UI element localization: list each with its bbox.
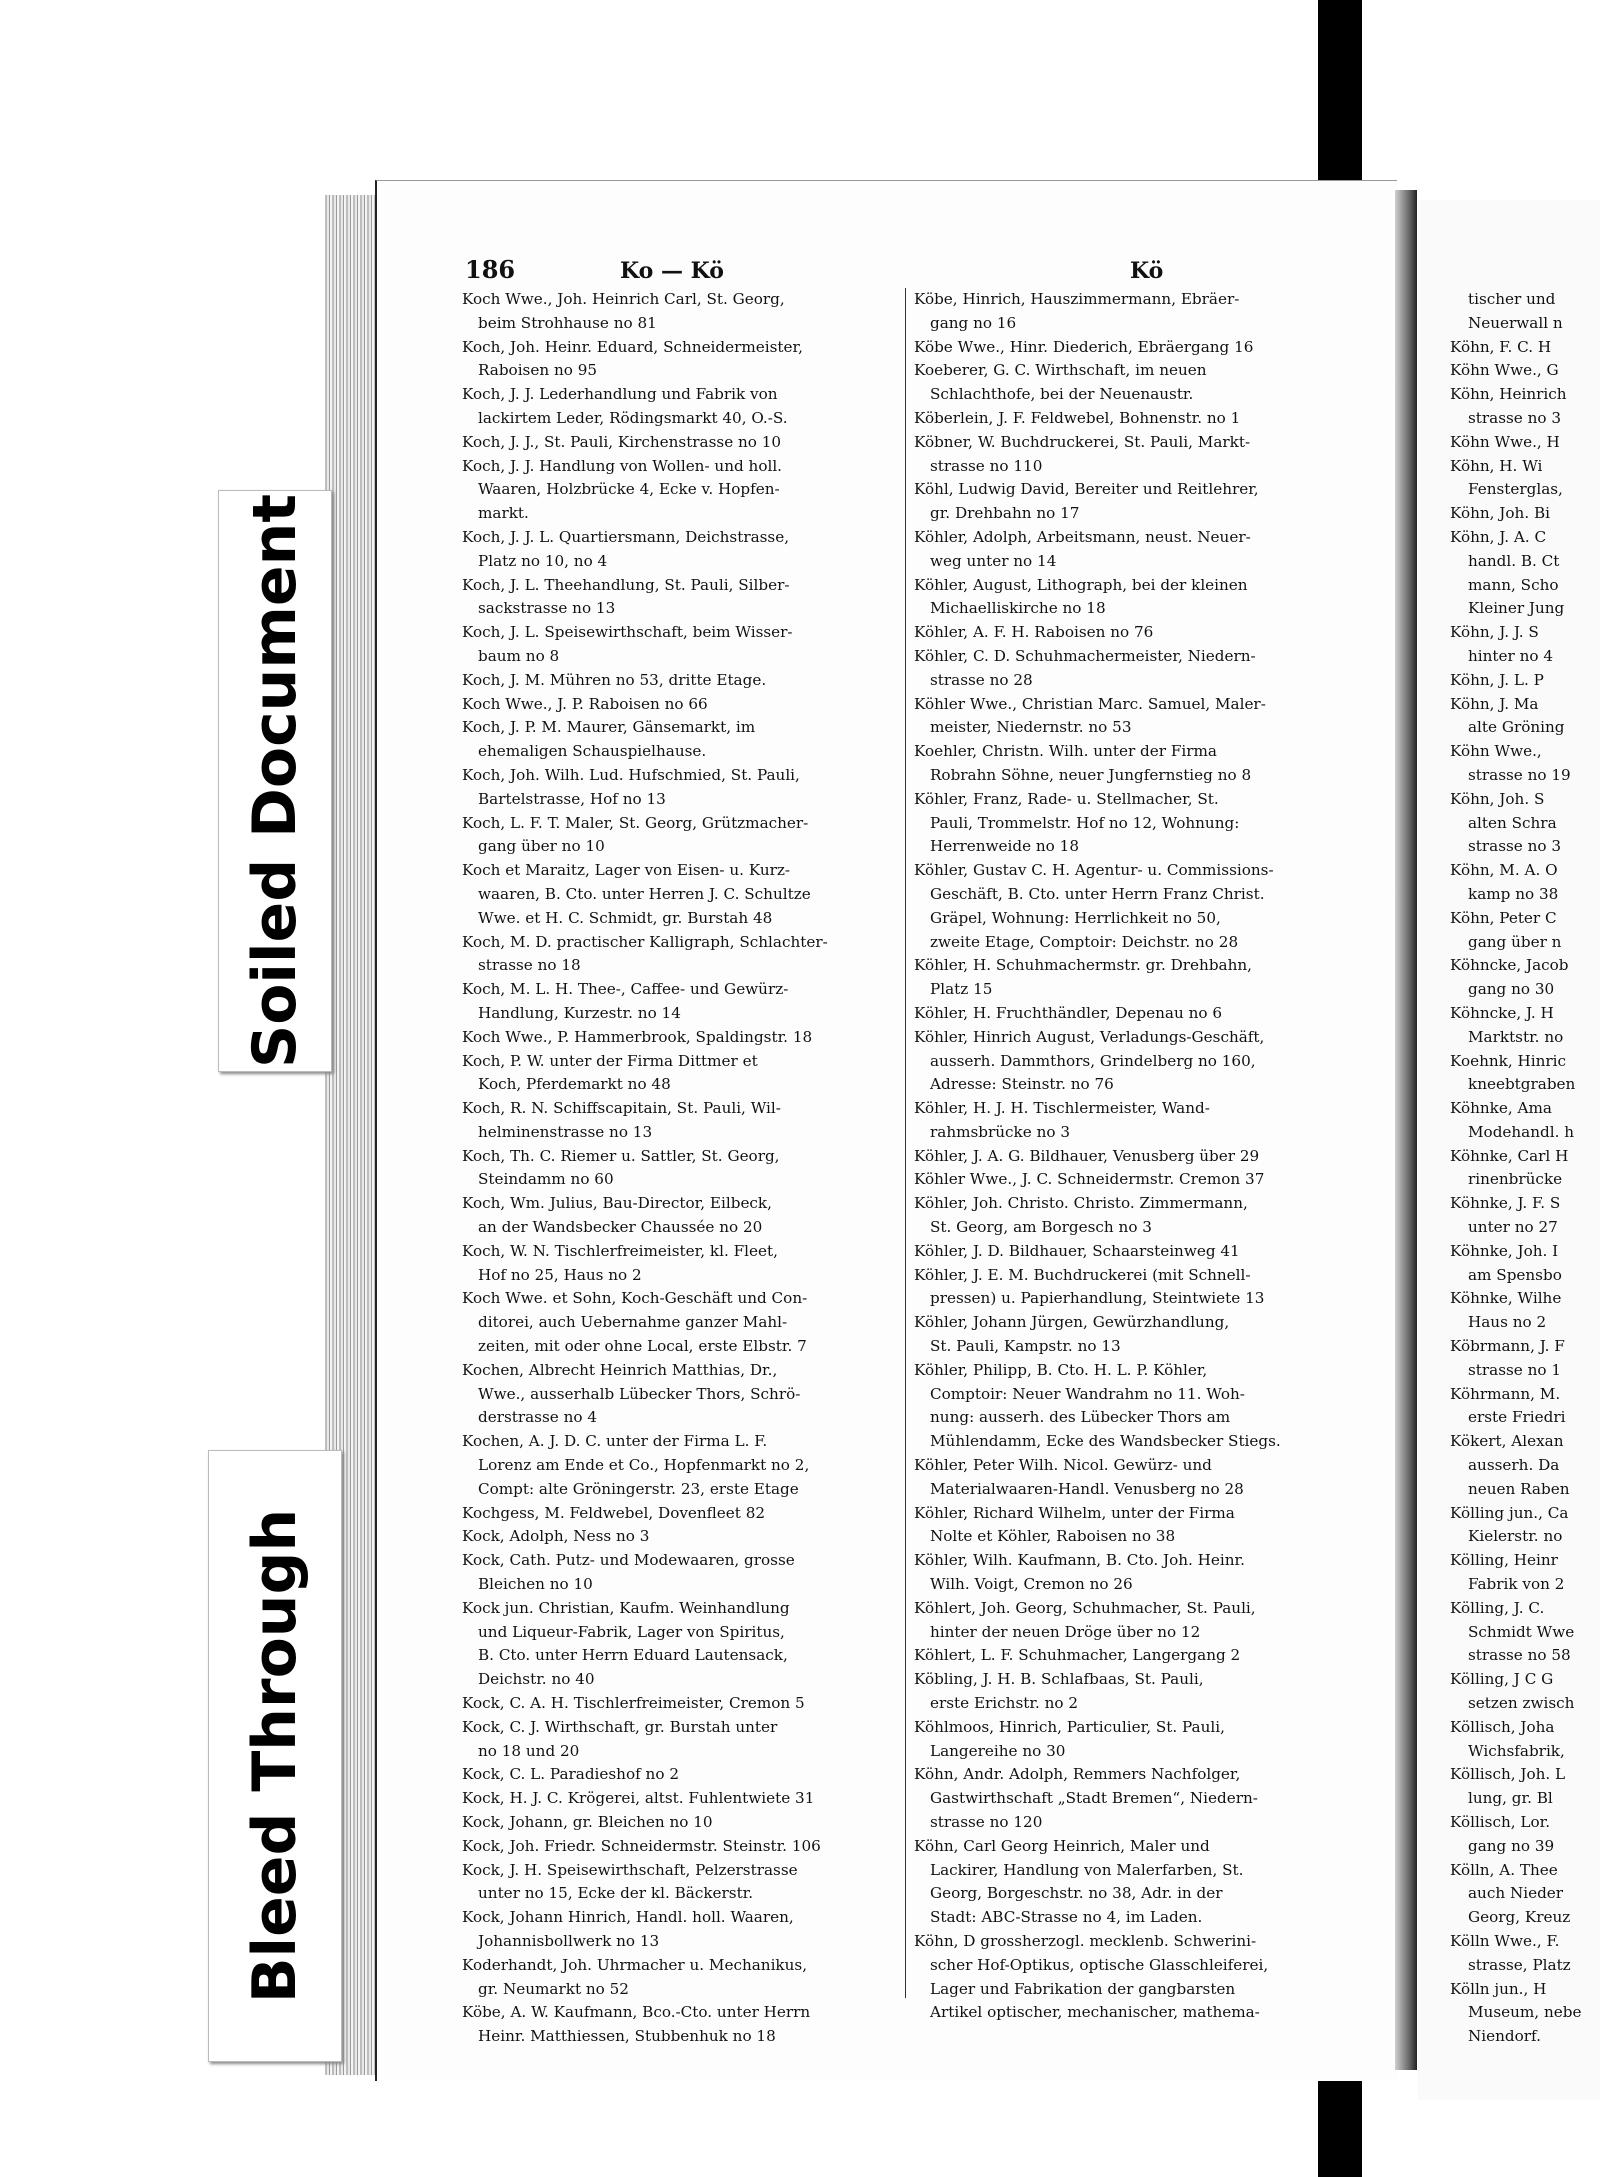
directory-line: waaren, B. Cto. unter Herren J. C. Schultze xyxy=(478,884,811,903)
directory-line: Raboisen no 95 xyxy=(478,361,598,380)
directory-line: Adresse: Steinstr. no 76 xyxy=(930,1075,1114,1094)
directory-line: gang no 16 xyxy=(930,313,1017,332)
left-column xyxy=(462,288,902,2049)
directory-line: Fabrik von 2 xyxy=(1468,1575,1565,1594)
directory-line: Köhler, C. D. Schuhmachermeister, Niedern- xyxy=(914,646,1256,665)
directory-line: Lackirer, Handlung von Malerfarben, St. xyxy=(930,1860,1244,1879)
directory-line: Nolte et Köhler, Raboisen no 38 xyxy=(930,1527,1176,1546)
directory-line: Kökert, Alexan xyxy=(1450,1432,1564,1451)
directory-line: Köhler, J. E. M. Buchdruckerei (mit Schnell- xyxy=(914,1265,1251,1284)
directory-line: Köberlein, J. F. Feldwebel, Bohnenstr. no 1 xyxy=(914,408,1241,427)
directory-line: gang über n xyxy=(1468,932,1562,951)
directory-line: zweite Etage, Comptoir: Deichstr. no 28 xyxy=(930,932,1239,951)
directory-line: Kochen, Albrecht Heinrich Matthias, Dr., xyxy=(462,1360,778,1379)
directory-line: Koch, L. F. T. Maler, St. Georg, Grützmacher- xyxy=(462,813,809,832)
directory-line: strasse no 3 xyxy=(1468,837,1562,856)
directory-line: Gräpel, Wohnung: Herrlichkeit no 50, xyxy=(930,908,1221,927)
directory-line: Köhlmoos, Hinrich, Particulier, St. Pauli, xyxy=(914,1717,1225,1736)
directory-line: scher Hof-Optikus, optische Glasschleiferei, xyxy=(930,1955,1269,1974)
directory-line: Kock jun. Christian, Kaufm. Weinhandlung xyxy=(462,1598,790,1617)
directory-line: Köhn Wwe., xyxy=(1450,742,1542,761)
directory-line: Köhler, H. Schuhmachermstr. gr. Drehbahn, xyxy=(914,956,1252,975)
directory-line: Koeberer, G. C. Wirthschaft, im neuen xyxy=(914,361,1207,380)
directory-line: rinenbrücke xyxy=(1468,1170,1563,1189)
directory-line: Koch, Joh. Wilh. Lud. Hufschmied, St. Pauli, xyxy=(462,765,800,784)
directory-line: Köhler, Johann Jürgen, Gewürzhandlung, xyxy=(914,1313,1230,1332)
directory-line: Haus no 2 xyxy=(1468,1313,1547,1332)
directory-line: Köhler, J. A. G. Bildhauer, Venusberg über 29 xyxy=(914,1146,1260,1165)
directory-line: Köbe, Hinrich, Hauszimmermann, Ebräer- xyxy=(914,290,1240,308)
directory-line: an der Wandsbecker Chaussée no 20 xyxy=(478,1218,763,1237)
directory-line: Köhn, H. Wi xyxy=(1450,456,1543,475)
directory-line: Köhn, J. J. S xyxy=(1450,623,1539,642)
directory-line: Langereihe no 30 xyxy=(930,1741,1066,1760)
directory-line: Köhncke, J. H xyxy=(1450,1003,1554,1022)
directory-line: Koch, Th. C. Riemer u. Sattler, St. Georg, xyxy=(462,1146,780,1165)
directory-line: zeiten, mit oder ohne Local, erste Elbstr. 7 xyxy=(478,1337,807,1356)
directory-line: Kock, C. L. Paradieshof no 2 xyxy=(462,1765,679,1784)
directory-line: Köhn, Carl Georg Heinrich, Maler und xyxy=(914,1836,1210,1855)
directory-line: Koehler, Christn. Wilh. unter der Firma xyxy=(914,742,1217,761)
directory-line: erste Friedri xyxy=(1468,1408,1566,1427)
directory-line: Handlung, Kurzestr. no 14 xyxy=(478,1003,681,1022)
directory-line: neuen Raben xyxy=(1468,1479,1570,1498)
directory-line: Köhler, A. F. H. Raboisen no 76 xyxy=(914,623,1154,642)
directory-line: Kölln Wwe., F. xyxy=(1450,1931,1560,1950)
directory-line: Köhn, Joh. Bi xyxy=(1450,504,1550,523)
directory-line: Kock, Cath. Putz- und Modewaaren, grosse xyxy=(462,1551,795,1570)
directory-line: Kock, Johann, gr. Bleichen no 10 xyxy=(462,1813,713,1831)
directory-line: Köhncke, Jacob xyxy=(1450,956,1569,975)
directory-line: Michaelliskirche no 18 xyxy=(930,599,1106,618)
directory-line: Koehnk, Hinric xyxy=(1450,1051,1566,1070)
directory-line: Niendorf. xyxy=(1468,2027,1541,2046)
directory-line: Köhlert, L. F. Schuhmacher, Langergang 2 xyxy=(914,1646,1241,1665)
directory-line: strasse no 18 xyxy=(478,956,581,975)
directory-line: Köhnke, Ama xyxy=(1450,1099,1552,1118)
directory-line: Kock, H. J. C. Krögerei, altst. Fuhlentwiete 31 xyxy=(462,1789,815,1808)
directory-line: Lager und Fabrikation der gangbarsten xyxy=(930,1979,1236,1998)
directory-line: gr. Neumarkt no 52 xyxy=(478,1979,629,1998)
page-number: 186 xyxy=(465,255,516,284)
directory-line: strasse no 1 xyxy=(1468,1360,1562,1379)
directory-line: Köhler, H. Fruchthändler, Depenau no 6 xyxy=(914,1003,1222,1022)
directory-line: Johannisbollwerk no 13 xyxy=(478,1931,660,1950)
directory-line: tischer und xyxy=(1468,290,1556,308)
directory-line: Koch Wwe. et Sohn, Koch-Geschäft und Con- xyxy=(462,1289,808,1308)
directory-line: Köhlert, Joh. Georg, Schuhmacher, St. Pauli, xyxy=(914,1598,1256,1617)
running-head-left: Ko — Kö xyxy=(620,258,724,284)
soiled-document-text: Soiled Document xyxy=(240,493,310,1069)
directory-line: strasse no 58 xyxy=(1468,1646,1571,1665)
directory-line: Kock, Joh. Friedr. Schneidermstr. Steinstr. 106 xyxy=(462,1836,821,1855)
directory-line: Wichsfabrik, xyxy=(1468,1741,1565,1760)
directory-line: Deichstr. no 40 xyxy=(478,1670,595,1689)
directory-line: erste Erichstr. no 2 xyxy=(930,1694,1079,1713)
directory-line: Wilh. Voigt, Cremon no 26 xyxy=(930,1575,1133,1594)
directory-line: Koch, J. M. Mühren no 53, dritte Etage. xyxy=(462,670,767,689)
directory-line: Kock, C. J. Wirthschaft, gr. Burstah unter xyxy=(462,1717,778,1736)
directory-line: Köhler, Joh. Christo. Christo. Zimmermann, xyxy=(914,1194,1248,1213)
directory-line: Koch, R. N. Schiffscapitain, St. Pauli, Wil- xyxy=(462,1099,781,1118)
directory-line: Koch Wwe., J. P. Raboisen no 66 xyxy=(462,694,708,713)
directory-line: Köllisch, Lor. xyxy=(1450,1813,1551,1831)
directory-line: Wwe. et H. C. Schmidt, gr. Burstah 48 xyxy=(478,908,773,927)
directory-line: Köhnke, J. F. S xyxy=(1450,1194,1561,1213)
directory-line: Robrahn Söhne, neuer Jungfernstieg no 8 xyxy=(930,765,1252,784)
directory-line: Pauli, Trommelstr. Hof no 12, Wohnung: xyxy=(930,813,1240,832)
directory-line: Koch, Pferdemarkt no 48 xyxy=(478,1075,671,1094)
directory-line: Waaren, Holzbrücke 4, Ecke v. Hopfen- xyxy=(478,480,780,499)
directory-line: Köhler, H. J. H. Tischlermeister, Wand- xyxy=(914,1099,1210,1118)
directory-line: Koch et Maraitz, Lager von Eisen- u. Kurz- xyxy=(462,861,791,880)
directory-line: lackirtem Leder, Rödingsmarkt 40, O.-S. xyxy=(478,408,788,427)
directory-line: Marktstr. no xyxy=(1468,1027,1564,1046)
directory-line: Köhn, Peter C xyxy=(1450,908,1557,927)
directory-line: lung, gr. Bl xyxy=(1468,1789,1553,1808)
directory-line: Kielerstr. no xyxy=(1468,1527,1563,1546)
directory-line: Neuerwall n xyxy=(1468,313,1563,332)
directory-line: Lorenz am Ende et Co., Hopfenmarkt no 2, xyxy=(478,1456,810,1475)
directory-line: strasse no 28 xyxy=(930,670,1033,689)
directory-line: Koch, J. L. Theehandlung, St. Pauli, Silber- xyxy=(462,575,790,594)
directory-line: Koch, M. D. practischer Kalligraph, Schlachter- xyxy=(462,932,828,951)
directory-line: Koch, M. L. H. Thee-, Caffee- und Gewürz- xyxy=(462,980,789,999)
directory-line: Köhn, Andr. Adolph, Remmers Nachfolger, xyxy=(914,1765,1241,1784)
directory-line: strasse no 19 xyxy=(1468,765,1571,784)
column-divider xyxy=(905,288,906,1998)
directory-line: und Liqueur-Fabrik, Lager von Spiritus, xyxy=(478,1622,785,1641)
background-gap xyxy=(1362,0,1422,170)
directory-line: Museum, nebe xyxy=(1468,2003,1582,2022)
directory-line: Steindamm no 60 xyxy=(478,1170,614,1189)
directory-line: Köhn, M. A. O xyxy=(1450,861,1558,880)
bleed-through-label xyxy=(208,1450,342,2062)
directory-line: kamp no 38 xyxy=(1468,884,1559,903)
directory-line: mann, Scho xyxy=(1468,575,1559,594)
directory-line: Kochen, A. J. D. C. unter der Firma L. F. xyxy=(462,1432,768,1451)
directory-line: ehemaligen Schauspielhause. xyxy=(478,742,707,761)
directory-line: Koch, Joh. Heinr. Eduard, Schneidermeister, xyxy=(462,337,803,356)
directory-line: Koch, P. W. unter der Firma Dittmer et xyxy=(462,1051,758,1070)
directory-line: nung: ausserh. des Lübecker Thors am xyxy=(930,1408,1231,1427)
directory-line: St. Pauli, Kampstr. no 13 xyxy=(930,1337,1121,1356)
directory-line: Köbe Wwe., Hinr. Diederich, Ebräergang 16 xyxy=(914,337,1254,356)
directory-line: Köhnke, Joh. I xyxy=(1450,1241,1559,1260)
directory-line: Heinr. Matthiessen, Stubbenhuk no 18 xyxy=(478,2027,776,2046)
directory-line: strasse no 110 xyxy=(930,456,1043,475)
directory-line: strasse no 120 xyxy=(930,1813,1043,1831)
directory-line: derstrasse no 4 xyxy=(478,1408,598,1427)
directory-line: kneebtgraben xyxy=(1468,1075,1576,1094)
directory-line: Koch Wwe., P. Hammerbrook, Spaldingstr. 18 xyxy=(462,1027,813,1046)
directory-line: rahmsbrücke no 3 xyxy=(930,1122,1070,1141)
directory-line: Wwe., ausserhalb Lübecker Thors, Schrö- xyxy=(478,1384,801,1403)
directory-line: Mühlendamm, Ecke des Wandsbecker Stiegs. xyxy=(930,1432,1281,1451)
directory-line: Platz 15 xyxy=(930,980,993,999)
directory-line: Köbner, W. Buchdruckerei, St. Pauli, Markt- xyxy=(914,432,1251,451)
directory-line: Koch, J. L. Speisewirthschaft, beim Wisser- xyxy=(462,623,793,642)
directory-line: Kock, J. H. Speisewirthschaft, Pelzerstrasse xyxy=(462,1860,798,1879)
directory-line: alten Schra xyxy=(1468,813,1557,832)
directory-line: Köhler, Gustav C. H. Agentur- u. Commissions- xyxy=(914,861,1274,880)
directory-line: weg unter no 14 xyxy=(930,551,1057,570)
directory-line: Bartelstrasse, Hof no 13 xyxy=(478,789,666,808)
directory-line: beim Strohhause no 81 xyxy=(478,313,657,332)
directory-line: Kölln jun., H xyxy=(1450,1979,1547,1998)
directory-line: Kölln, A. Thee xyxy=(1450,1860,1558,1879)
soiled-document-label xyxy=(218,490,332,1072)
directory-line: Köhler, Franz, Rade- u. Stellmacher, St. xyxy=(914,789,1219,808)
directory-line: Köhler, Hinrich August, Verladungs-Geschäft, xyxy=(914,1027,1265,1046)
directory-line: unter no 27 xyxy=(1468,1218,1558,1237)
directory-line: markt. xyxy=(478,504,529,523)
directory-line: baum no 8 xyxy=(478,646,560,665)
directory-line: Kölling, J C G xyxy=(1450,1670,1554,1689)
directory-line: Bleichen no 10 xyxy=(478,1575,593,1594)
directory-line: Koch, J. J. Handlung von Wollen- und holl. xyxy=(462,456,783,475)
directory-line: hinter no 4 xyxy=(1468,646,1554,665)
directory-line: Compt: alte Gröningerstr. 23, erste Etage xyxy=(478,1479,799,1498)
directory-line: Kock, Johann Hinrich, Handl. holl. Waaren, xyxy=(462,1908,794,1927)
directory-line: Kölling jun., Ca xyxy=(1450,1503,1569,1522)
directory-line: no 18 und 20 xyxy=(478,1741,580,1760)
directory-line: Kölling, Heinr xyxy=(1450,1551,1558,1570)
directory-line: Koch, Wm. Julius, Bau-Director, Eilbeck, xyxy=(462,1194,772,1213)
directory-line: Köbling, J. H. B. Schlafbaas, St. Pauli, xyxy=(914,1670,1204,1689)
directory-line: Köllisch, Joha xyxy=(1450,1717,1555,1736)
directory-line: helminenstrasse no 13 xyxy=(478,1122,653,1141)
directory-line: Kochgess, M. Feldwebel, Dovenfleet 82 xyxy=(462,1503,766,1522)
directory-line: Comptoir: Neuer Wandrahm no 11. Woh- xyxy=(930,1384,1245,1403)
directory-line: Köhler, Richard Wilhelm, unter der Firma xyxy=(914,1503,1235,1522)
directory-line: Köhn, J. A. C xyxy=(1450,527,1547,546)
directory-line: ausserh. Dammthors, Grindelberg no 160, xyxy=(930,1051,1256,1070)
directory-line: ditorei, auch Uebernahme ganzer Mahl- xyxy=(478,1313,788,1332)
directory-line: Köhn, F. C. H xyxy=(1450,337,1552,356)
directory-line: Köbe, A. W. Kaufmann, Bco.-Cto. unter Herrn xyxy=(462,2003,811,2022)
directory-line: Köllisch, Joh. L xyxy=(1450,1765,1566,1784)
directory-line: gang no 39 xyxy=(1468,1836,1555,1855)
directory-line: Kock, C. A. H. Tischlerfreimeister, Cremon 5 xyxy=(462,1694,805,1713)
directory-line: Stadt: ABC-Strasse no 4, im Laden. xyxy=(930,1908,1203,1927)
directory-line: Koch, J. J. Lederhandlung und Fabrik von xyxy=(462,385,778,404)
directory-line: Köbrmann, J. F xyxy=(1450,1337,1565,1356)
directory-line: Gastwirthschaft „Stadt Bremen“, Niedern- xyxy=(930,1789,1258,1808)
running-head-right: Kö xyxy=(1130,258,1164,284)
directory-line: Modehandl. h xyxy=(1468,1122,1575,1141)
directory-line: unter no 15, Ecke der kl. Bäckerstr. xyxy=(478,1884,754,1903)
directory-line: Köhn, Heinrich xyxy=(1450,385,1567,404)
directory-line: auch Nieder xyxy=(1468,1884,1564,1903)
directory-line: strasse no 3 xyxy=(1468,408,1562,427)
directory-line: Koch Wwe., Joh. Heinrich Carl, St. Georg, xyxy=(462,290,785,308)
right-column xyxy=(914,288,1354,2025)
facing-page-text xyxy=(1450,288,1600,2049)
directory-line: Fensterglas, xyxy=(1468,480,1563,499)
bleed-through-text: Bleed Through xyxy=(240,1508,310,2004)
directory-line: Köhler, Peter Wilh. Nicol. Gewürz- und xyxy=(914,1456,1212,1475)
directory-line: Georg, Borgeschstr. no 38, Adr. in der xyxy=(930,1884,1223,1903)
directory-line: Platz no 10, no 4 xyxy=(478,551,608,570)
directory-line: B. Cto. unter Herrn Eduard Lautensack, xyxy=(478,1646,788,1665)
directory-line: Köhler, August, Lithograph, bei der kleinen xyxy=(914,575,1248,594)
directory-line: meister, Niedernstr. no 53 xyxy=(930,718,1132,737)
directory-line: Schlachthofe, bei der Neuenaustr. xyxy=(930,385,1194,404)
directory-line: Kölling, J. C. xyxy=(1450,1598,1545,1617)
directory-line: Köhl, Ludwig David, Bereiter und Reitlehrer, xyxy=(914,480,1259,499)
book-gutter xyxy=(1395,190,1417,2070)
directory-line: Koderhandt, Joh. Uhrmacher u. Mechanikus, xyxy=(462,1955,808,1974)
directory-line: Köhler Wwe., Christian Marc. Samuel, Maler- xyxy=(914,694,1266,713)
directory-line: gr. Drehbahn no 17 xyxy=(930,504,1080,523)
directory-line: Georg, Kreuz xyxy=(1468,1908,1571,1927)
directory-line: St. Georg, am Borgesch no 3 xyxy=(930,1218,1152,1237)
directory-line: Köhler, J. D. Bildhauer, Schaarsteinweg 41 xyxy=(914,1241,1240,1260)
directory-line: Schmidt Wwe xyxy=(1468,1622,1575,1641)
directory-line: strasse, Platz xyxy=(1468,1955,1571,1974)
directory-line: Köhrmann, M. xyxy=(1450,1384,1561,1403)
directory-line: Koch, W. N. Tischlerfreimeister, kl. Fleet, xyxy=(462,1241,778,1260)
directory-line: Köhler Wwe., J. C. Schneidermstr. Cremon 37 xyxy=(914,1170,1265,1189)
directory-line: am Spensbo xyxy=(1468,1265,1562,1284)
directory-line: sackstrasse no 13 xyxy=(478,599,616,618)
directory-line: Kleiner Jung xyxy=(1468,599,1565,618)
directory-line: Köhler, Adolph, Arbeitsmann, neust. Neuer- xyxy=(914,527,1251,546)
directory-line: Köhn, Joh. S xyxy=(1450,789,1545,808)
directory-line: hinter der neuen Dröge über no 12 xyxy=(930,1622,1201,1641)
directory-line: Materialwaaren-Handl. Venusberg no 28 xyxy=(930,1479,1244,1498)
directory-line: ausserh. Da xyxy=(1468,1456,1560,1475)
directory-line: Herrenweide no 18 xyxy=(930,837,1079,856)
directory-line: handl. B. Ct xyxy=(1468,551,1560,570)
directory-line: Köhn, J. Ma xyxy=(1450,694,1539,713)
directory-line: Köhn, J. L. P xyxy=(1450,670,1544,689)
directory-line: Geschäft, B. Cto. unter Herrn Franz Christ. xyxy=(930,884,1265,903)
directory-line: gang über no 10 xyxy=(478,837,605,856)
directory-line: Köhn Wwe., H xyxy=(1450,432,1560,451)
directory-line: Köhn, D grossherzogl. mecklenb. Schwerini- xyxy=(914,1931,1257,1950)
directory-line: alte Gröning xyxy=(1468,718,1565,737)
directory-line: Köhler, Wilh. Kaufmann, B. Cto. Joh. Heinr. xyxy=(914,1551,1245,1570)
directory-line: Köhnke, Carl H xyxy=(1450,1146,1569,1165)
directory-line: pressen) u. Papierhandlung, Steintwiete 13 xyxy=(930,1289,1265,1308)
directory-line: Köhler, Philipp, B. Cto. H. L. P. Köhler, xyxy=(914,1360,1208,1379)
directory-line: Koch, J. P. M. Maurer, Gänsemarkt, im xyxy=(462,718,756,737)
directory-line: setzen zwisch xyxy=(1468,1694,1575,1713)
directory-line: Köhn Wwe., G xyxy=(1450,361,1559,380)
directory-line: Koch, J. J., St. Pauli, Kirchenstrasse no 10 xyxy=(462,432,782,451)
directory-line: gang no 30 xyxy=(1468,980,1555,999)
directory-line: Kock, Adolph, Ness no 3 xyxy=(462,1527,650,1546)
directory-line: Artikel optischer, mechanischer, mathema- xyxy=(930,2003,1260,2022)
directory-line: Koch, J. J. L. Quartiersmann, Deichstrasse, xyxy=(462,527,790,546)
directory-line: Köhnke, Wilhe xyxy=(1450,1289,1562,1308)
directory-line: Hof no 25, Haus no 2 xyxy=(478,1265,642,1284)
